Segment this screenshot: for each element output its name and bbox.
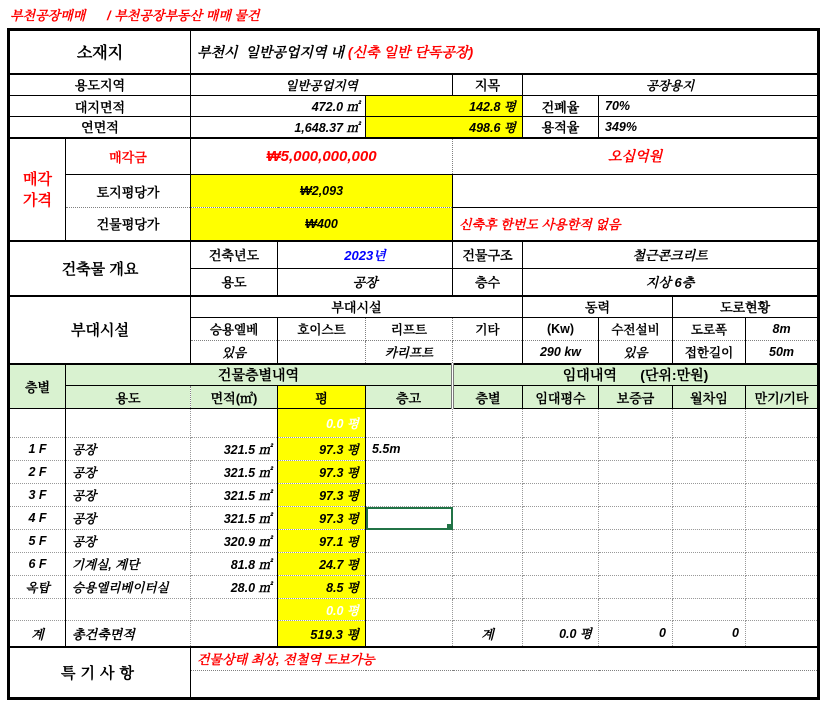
hoist-label-cell: 호이스트	[278, 318, 366, 341]
rent-floor-cell	[453, 530, 523, 553]
rent-floor-cell	[453, 409, 523, 438]
pyeong-cell: 0.0 평	[278, 409, 366, 438]
sale-price-label-cell: 매각금	[66, 138, 191, 175]
property-sheet-table	[7, 28, 820, 700]
rent-pyeong-cell	[523, 409, 599, 438]
elev-value-cell: 있음	[191, 341, 278, 364]
pyeong-cell: 97.1 평	[278, 530, 366, 553]
height-cell	[366, 409, 453, 438]
location-value-cell	[191, 30, 819, 74]
road-len-label-cell: 접한길이	[673, 341, 746, 364]
location-note: (신축 일반 단독공장)	[347, 43, 474, 60]
gfa-pyeong-cell: 498.6 평	[366, 117, 523, 138]
pyeong-cell: 97.3 평	[278, 507, 366, 530]
rent-table-title-cell: 임대내역 (단위:만원)	[453, 364, 819, 386]
rent-floor-cell	[453, 484, 523, 507]
selected-cell[interactable]	[366, 507, 453, 530]
area-cell: 321.5 ㎡	[191, 461, 278, 484]
rent-floor-cell	[453, 507, 523, 530]
rent-deposit-cell	[599, 409, 673, 438]
pyeong-cell: 24.7 평	[278, 553, 366, 576]
lift-label-cell: 리프트	[366, 318, 453, 341]
recv-value-cell: 있음	[599, 341, 673, 364]
location-label-cell: 소재지	[9, 30, 191, 74]
height-cell	[366, 530, 453, 553]
rent-etc-cell	[746, 409, 819, 438]
rent-deposit-cell	[599, 438, 673, 461]
rent-pyeong-cell	[523, 438, 599, 461]
rent-col-deposit-header-cell: 보증금	[599, 386, 673, 409]
use-cell: 공장	[66, 484, 191, 507]
road-width-value-cell: 8m	[746, 318, 819, 341]
notes-line1-cell: 건물상태 최상, 전철역 도보가능	[191, 647, 819, 671]
floor-cell: 2 F	[9, 461, 66, 484]
facilities-group-cell: 부대시설	[9, 296, 191, 364]
col-pyeong-header-cell: 평	[278, 386, 366, 409]
use-cell: 공장	[66, 461, 191, 484]
use-value-cell: 공장	[278, 269, 453, 296]
rent-total-etc-cell	[746, 621, 819, 647]
col-use-header-cell: 용도	[66, 386, 191, 409]
rent-rent-cell	[673, 599, 746, 621]
rent-rent-cell	[673, 409, 746, 438]
total-height-cell	[366, 621, 453, 647]
rent-etc-cell	[746, 438, 819, 461]
floors-value-cell: 지상 6층	[523, 269, 819, 296]
floor-cell	[9, 409, 66, 438]
rent-col-etc-header-cell: 만기/기타	[746, 386, 819, 409]
far-label-cell: 용적율	[523, 117, 599, 138]
road-width-label-cell: 도로폭	[673, 318, 746, 341]
land-area-pyeong-cell: 142.8 평	[366, 96, 523, 117]
land-unit-empty-cell	[453, 175, 819, 208]
rent-total-pyeong-cell: 0.0 평	[523, 621, 599, 647]
recv-label-cell: 수전설비	[599, 318, 673, 341]
facilities-header-cell: 부대시설	[191, 296, 523, 318]
col-height-header-cell: 층고	[366, 386, 453, 409]
bldg-unit-value-cell: ₩400	[191, 208, 453, 241]
rent-pyeong-cell	[523, 461, 599, 484]
rent-pyeong-cell	[523, 507, 599, 530]
zone-value-cell: 일반공업지역	[191, 74, 453, 96]
rent-pyeong-cell	[523, 484, 599, 507]
rent-deposit-cell	[599, 576, 673, 599]
road-header-cell: 도로현황	[673, 296, 819, 318]
use-cell: 공장	[66, 438, 191, 461]
land-area-m2-cell: 472.0 ㎡	[191, 96, 366, 117]
total-pyeong-cell: 519.3 평	[278, 621, 366, 647]
rent-rent-cell	[673, 507, 746, 530]
use-cell: 기계실, 계단	[66, 553, 191, 576]
far-value-cell: 349%	[599, 117, 819, 138]
sale-price-hangul-cell: 오십억원	[453, 138, 819, 175]
height-cell	[366, 484, 453, 507]
area-cell: 321.5 ㎡	[191, 484, 278, 507]
rent-etc-cell	[746, 599, 819, 621]
rent-floor-cell	[453, 576, 523, 599]
floor-table-title-cell: 건물층별내역	[66, 364, 453, 386]
floor-cell: 3 F	[9, 484, 66, 507]
use-cell	[66, 409, 191, 438]
gfa-m2-cell: 1,648.37 ㎡	[191, 117, 366, 138]
height-cell	[366, 553, 453, 576]
rent-etc-cell	[746, 576, 819, 599]
bcr-label-cell: 건폐율	[523, 96, 599, 117]
pyeong-cell: 97.3 평	[278, 484, 366, 507]
rent-rent-cell	[673, 576, 746, 599]
price-group-cell	[9, 138, 66, 241]
bcr-value-cell: 70%	[599, 96, 819, 117]
rent-deposit-cell	[599, 461, 673, 484]
pyeong-cell: 8.5 평	[278, 576, 366, 599]
rent-deposit-cell	[599, 553, 673, 576]
floor-cell: 4 F	[9, 507, 66, 530]
kw-label-cell: (Kw)	[523, 318, 599, 341]
height-cell	[366, 461, 453, 484]
rent-floor-cell	[453, 553, 523, 576]
rent-etc-cell	[746, 461, 819, 484]
total-area-cell	[191, 621, 278, 647]
use-label-cell: 용도	[191, 269, 278, 296]
rent-pyeong-cell	[523, 553, 599, 576]
floor-cell: 6 F	[9, 553, 66, 576]
use-cell	[66, 599, 191, 621]
kw-value-cell: 290 kw	[523, 341, 599, 364]
bldg-note-cell: 신축후 한번도 사용한적 없음	[453, 208, 819, 241]
notes-label-cell: 특기사항	[9, 647, 191, 699]
floor-cell: 1 F	[9, 438, 66, 461]
height-cell: 5.5m	[366, 438, 453, 461]
location-value: 부천시 일반공업지역 내	[197, 43, 348, 60]
gfa-label-cell: 연면적	[9, 117, 191, 138]
area-cell: 320.9 ㎡	[191, 530, 278, 553]
height-cell	[366, 599, 453, 621]
rent-floor-cell	[453, 438, 523, 461]
total-label-cell: 계	[9, 621, 66, 647]
floor-cell: 5 F	[9, 530, 66, 553]
sale-price-value-cell: ₩5,000,000,000	[191, 138, 453, 175]
height-cell	[366, 576, 453, 599]
lift-value-cell: 카리프트	[366, 341, 453, 364]
hoist-value-cell	[278, 341, 366, 364]
area-cell: 321.5 ㎡	[191, 438, 278, 461]
etc-label-cell: 기타	[453, 318, 523, 341]
building-group-cell: 건축물 개요	[9, 241, 191, 296]
bldg-unit-label-cell: 건물평당가	[66, 208, 191, 241]
rent-etc-cell	[746, 507, 819, 530]
land-unit-value-cell: ₩2,093	[191, 175, 453, 208]
use-cell: 공장	[66, 530, 191, 553]
struct-value-cell: 철근콘크리트	[523, 241, 819, 269]
area-cell	[191, 599, 278, 621]
use-cell: 공장	[66, 507, 191, 530]
rent-col-pyeong-header-cell: 임대평수	[523, 386, 599, 409]
pyeong-cell: 97.3 평	[278, 438, 366, 461]
price-group-line2: 가격	[23, 192, 52, 209]
rent-etc-cell	[746, 484, 819, 507]
rent-rent-cell	[673, 553, 746, 576]
rent-total-label-cell: 계	[453, 621, 523, 647]
floor-cell	[9, 599, 66, 621]
power-header-cell: 동력	[523, 296, 673, 318]
pyeong-cell: 0.0 평	[278, 599, 366, 621]
rent-col-rent-header-cell: 월차임	[673, 386, 746, 409]
area-cell: 321.5 ㎡	[191, 507, 278, 530]
rent-col-floor-header-cell: 층별	[453, 386, 523, 409]
col-area-header-cell: 면적(㎡)	[191, 386, 278, 409]
rent-total-rent-cell: 0	[673, 621, 746, 647]
rent-pyeong-cell	[523, 599, 599, 621]
area-cell: 81.8 ㎡	[191, 553, 278, 576]
rent-rent-cell	[673, 530, 746, 553]
area-cell: 28.0 ㎡	[191, 576, 278, 599]
rent-rent-cell	[673, 461, 746, 484]
land-unit-label-cell: 토지평당가	[66, 175, 191, 208]
rent-pyeong-cell	[523, 530, 599, 553]
notes-line2-cell	[191, 671, 819, 699]
area-cell	[191, 409, 278, 438]
rent-deposit-cell	[599, 530, 673, 553]
floor-axis-header-cell: 층별	[9, 364, 66, 409]
rent-rent-cell	[673, 438, 746, 461]
year-value-cell: 2023년	[278, 241, 453, 269]
rent-floor-cell	[453, 599, 523, 621]
rent-etc-cell	[746, 530, 819, 553]
jimok-label-cell: 지목	[453, 74, 523, 96]
use-cell: 승용엘리베이터실	[66, 576, 191, 599]
rent-etc-cell	[746, 553, 819, 576]
struct-label-cell: 건물구조	[453, 241, 523, 269]
rent-floor-cell	[453, 461, 523, 484]
price-group-line1: 매각	[23, 171, 52, 188]
document-title: 부천공장매매 / 부천공장부동산 매매 물건	[10, 8, 260, 23]
rent-pyeong-cell	[523, 576, 599, 599]
pyeong-cell: 97.3 평	[278, 461, 366, 484]
total-use-cell: 총건축면적	[66, 621, 191, 647]
floors-label-cell: 층수	[453, 269, 523, 296]
floor-cell: 옥탑	[9, 576, 66, 599]
year-label-cell: 건축년도	[191, 241, 278, 269]
rent-deposit-cell	[599, 507, 673, 530]
elev-label-cell: 승용엘베	[191, 318, 278, 341]
rent-deposit-cell	[599, 599, 673, 621]
road-len-value-cell: 50m	[746, 341, 819, 364]
etc-value-cell	[453, 341, 523, 364]
rent-total-deposit-cell: 0	[599, 621, 673, 647]
zone-label-cell: 용도지역	[9, 74, 191, 96]
jimok-value-cell: 공장용지	[523, 74, 819, 96]
rent-rent-cell	[673, 484, 746, 507]
rent-deposit-cell	[599, 484, 673, 507]
land-area-label-cell: 대지면적	[9, 96, 191, 117]
